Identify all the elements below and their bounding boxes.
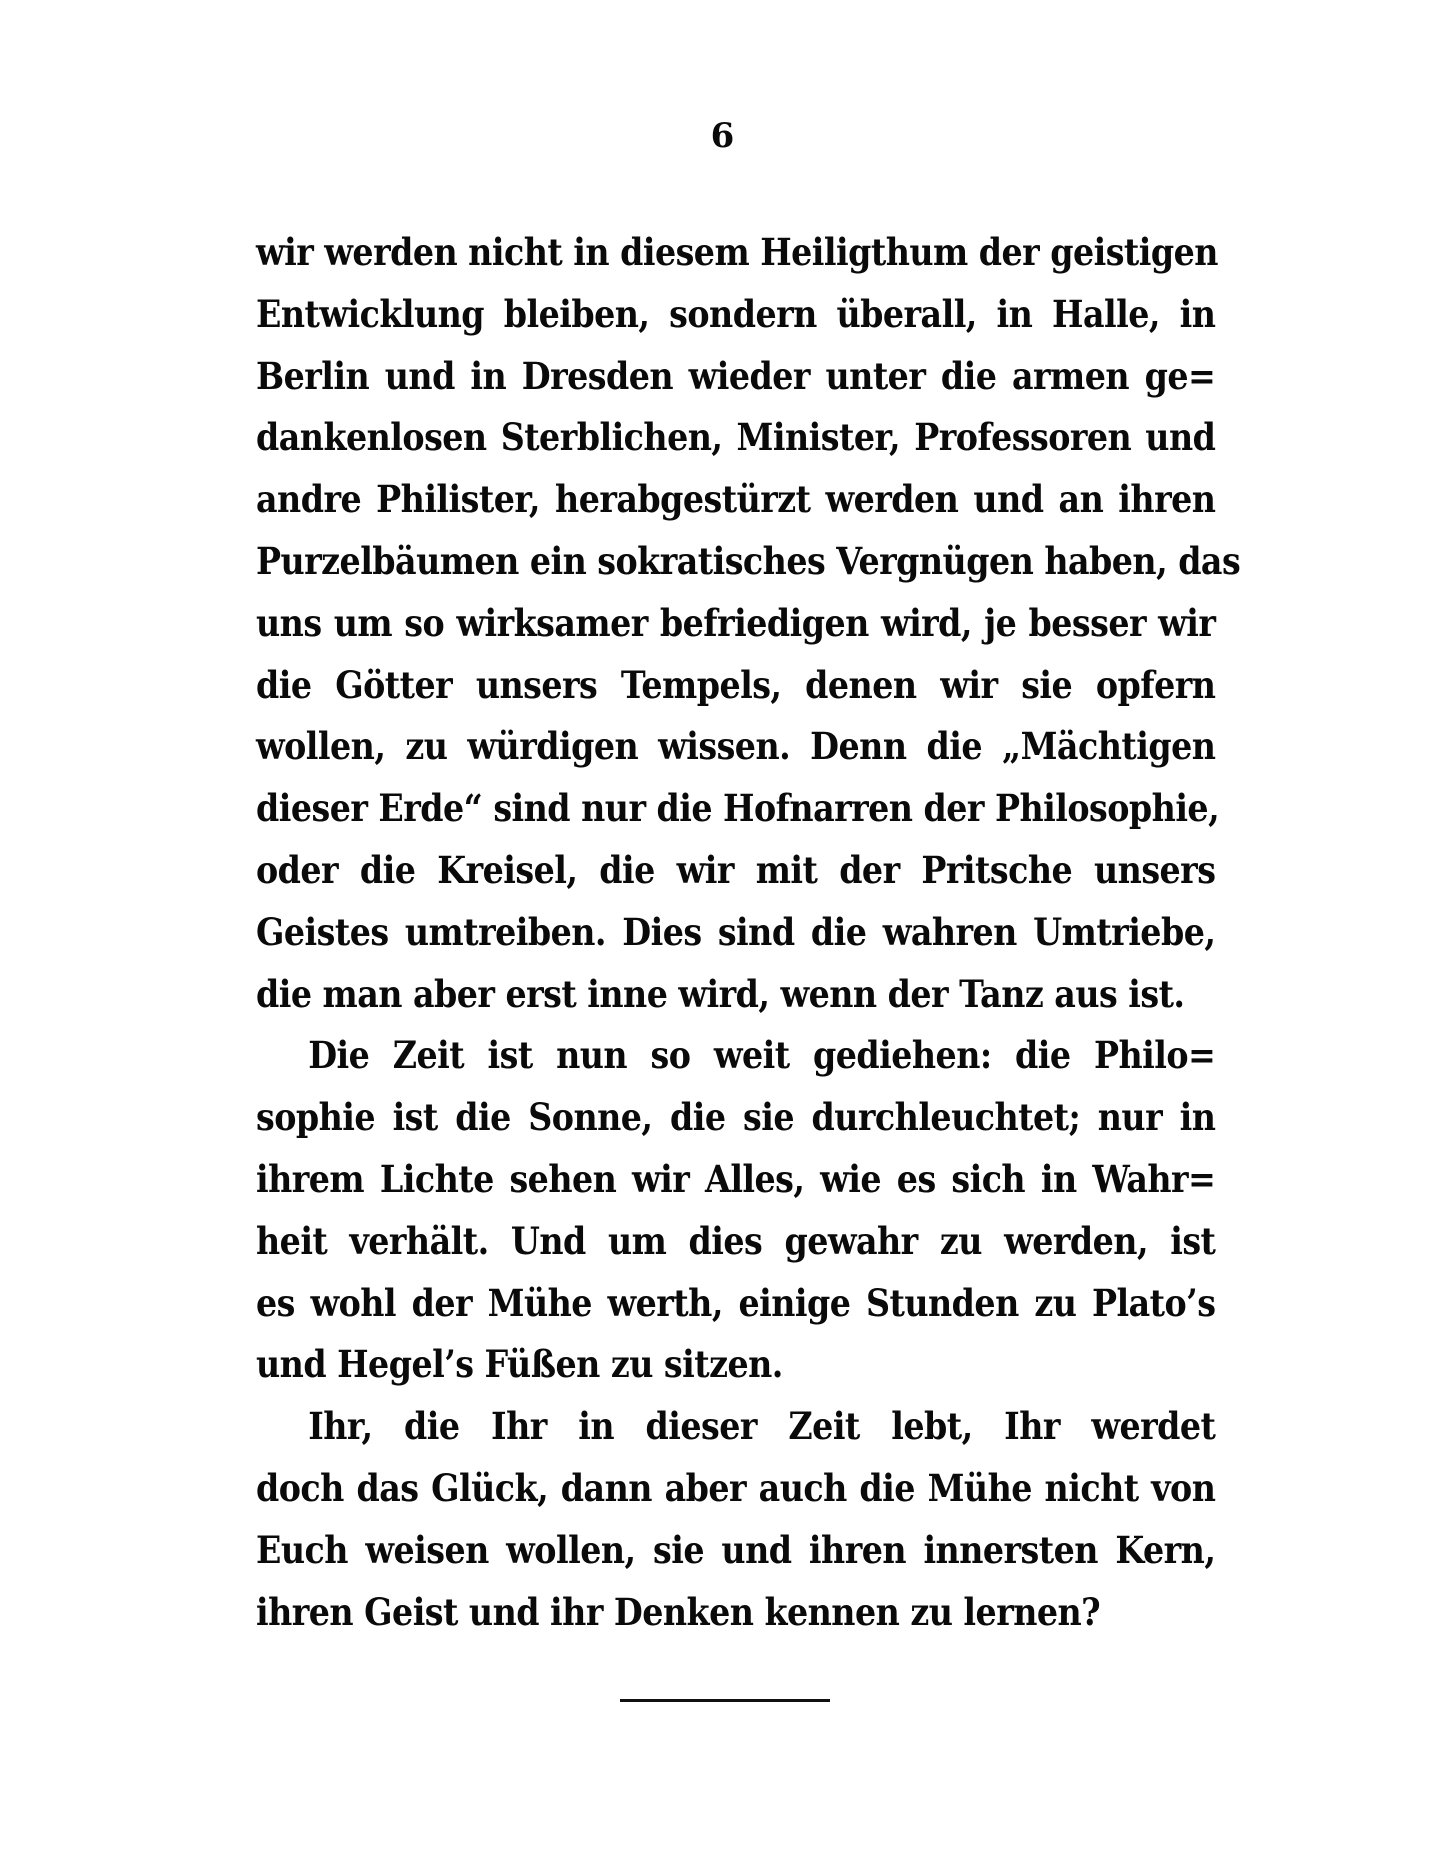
text-line: es wohl der Mühe werth, einige Stunden zu Plato’s (256, 1280, 1216, 1325)
paragraph-1 (256, 222, 1241, 1025)
text-line: ihren Geist und ihr Denken kennen zu lernen? (256, 1589, 1101, 1634)
end-rule (620, 1699, 830, 1702)
paragraph-3 (256, 1396, 1216, 1643)
text-line: wir werden nicht in diesem Heiligthum der geistigen (256, 230, 1218, 274)
text-line: die Götter unsers Tempels, denen wir sie opfern (256, 662, 1216, 707)
text-line: andre Philister, herabgestürzt werden und an ihren (256, 477, 1216, 522)
page-number: 6 (710, 116, 735, 156)
body-text (256, 222, 1241, 1643)
text-line: Euch weisen wollen, sie und ihren innersten Kern, (256, 1527, 1216, 1572)
text-line: Entwicklung bleiben, sondern überall, in Halle, in (256, 291, 1216, 336)
text-line: sophie ist die Sonne, die sie durchleuchtet; nur in (256, 1095, 1216, 1140)
paragraph-2 (256, 1025, 1216, 1396)
text-line: Die Zeit ist nun so weit gediehen: die Philo= (308, 1033, 1216, 1078)
text-line: wollen, zu würdigen wissen. Denn die „Mächtigen (256, 724, 1216, 769)
text-line: dankenlosen Sterblichen, Minister, Professoren und (256, 415, 1216, 460)
text-line: oder die Kreisel, die wir mit der Pritsche unsers (256, 847, 1216, 892)
text-line: die man aber erst inne wird, wenn der Tanz aus ist. (256, 971, 1185, 1016)
text-line: Ihr, die Ihr in dieser Zeit lebt, Ihr werdet (308, 1404, 1216, 1449)
text-line: dieser Erde“ sind nur die Hofnarren der Philosophie, (256, 786, 1220, 831)
text-line: und Hegel’s Füßen zu sitzen. (256, 1342, 783, 1387)
text-line: uns um so wirksamer befriedigen wird, je besser wir (256, 600, 1216, 645)
text-line: Berlin und in Dresden wieder unter die armen ge= (256, 353, 1216, 398)
text-line: Purzelbäumen ein sokratisches Vergnügen haben, das (256, 538, 1241, 583)
text-line: Geistes umtreiben. Dies sind die wahren Umtriebe, (256, 909, 1216, 954)
text-line: heit verhält. Und um dies gewahr zu werden, ist (256, 1218, 1216, 1263)
text-line: doch das Glück, dann aber auch die Mühe nicht von (256, 1465, 1216, 1510)
text-line: ihrem Lichte sehen wir Alles, wie es sich in Wahr= (256, 1156, 1216, 1201)
